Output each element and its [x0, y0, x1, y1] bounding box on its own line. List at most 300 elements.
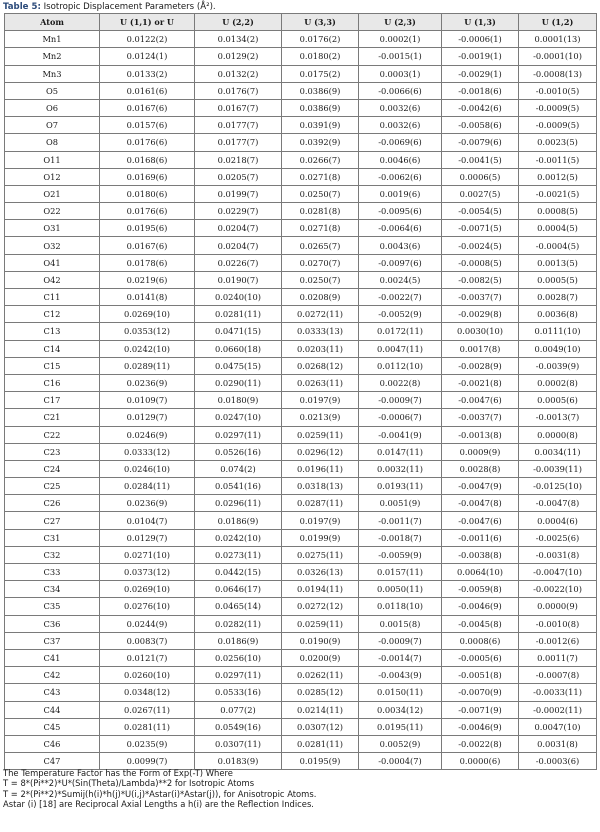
value-cell: 0.0104(7) [100, 512, 195, 529]
value-cell: 0.0052(9) [359, 735, 442, 752]
atom-cell: O6 [5, 99, 100, 116]
value-cell: -0.0082(5) [442, 271, 519, 288]
value-cell: 0.0218(7) [195, 151, 282, 168]
value-cell: 0.0297(11) [195, 667, 282, 684]
value-cell: 0.0046(6) [359, 151, 442, 168]
value-cell: 0.0176(6) [100, 203, 195, 220]
value-cell: -0.0021(8) [442, 374, 519, 391]
value-cell: -0.0018(7) [359, 529, 442, 546]
value-cell: 0.0256(10) [195, 649, 282, 666]
table-row [5, 151, 597, 168]
value-cell: -0.0007(8) [519, 667, 597, 684]
value-cell: 0.0297(11) [195, 426, 282, 443]
value-cell: -0.0095(6) [359, 203, 442, 220]
value-cell: -0.0011(5) [519, 151, 597, 168]
value-cell: 0.0646(17) [195, 581, 282, 598]
value-cell: 0.0348(12) [100, 684, 195, 701]
value-cell: 0.077(2) [195, 701, 282, 718]
value-cell: 0.0134(2) [195, 31, 282, 48]
value-cell: 0.0269(10) [100, 306, 195, 323]
value-cell: 0.0386(9) [282, 99, 359, 116]
table-row [5, 615, 597, 632]
value-cell: -0.0070(9) [442, 684, 519, 701]
value-cell: 0.0129(7) [100, 409, 195, 426]
value-cell: -0.0004(5) [519, 237, 597, 254]
value-cell: 0.0196(11) [282, 460, 359, 477]
value-cell: 0.0353(12) [100, 323, 195, 340]
table-row [5, 289, 597, 306]
table-row [5, 82, 597, 99]
value-cell: 0.0549(16) [195, 718, 282, 735]
value-cell: 0.0235(9) [100, 735, 195, 752]
value-cell: -0.0079(6) [442, 134, 519, 151]
value-cell: -0.0004(7) [359, 753, 442, 770]
table-row [5, 323, 597, 340]
note-line: The Temperature Factor has the Form of Exp(-T) Where [3, 768, 233, 778]
value-cell: -0.0033(11) [519, 684, 597, 701]
table-row [5, 718, 597, 735]
value-cell: -0.0047(8) [519, 495, 597, 512]
value-cell: 0.0002(8) [519, 374, 597, 391]
value-cell: 0.0442(15) [195, 564, 282, 581]
value-cell: 0.0176(2) [282, 31, 359, 48]
value-cell: -0.0062(6) [359, 168, 442, 185]
value-cell: 0.0005(6) [519, 392, 597, 409]
value-cell: -0.0025(6) [519, 529, 597, 546]
table-body [5, 31, 597, 770]
atom-cell: C37 [5, 632, 100, 649]
table-caption [3, 2, 216, 13]
value-cell: 0.0003(1) [359, 65, 442, 82]
value-cell: 0.0271(10) [100, 546, 195, 563]
table-row [5, 185, 597, 202]
atom-cell: C42 [5, 667, 100, 684]
value-cell: 0.0190(7) [195, 271, 282, 288]
table-row [5, 357, 597, 374]
atom-cell: O7 [5, 117, 100, 134]
value-cell: 0.0195(9) [282, 753, 359, 770]
value-cell: 0.0167(6) [100, 99, 195, 116]
value-cell: 0.0270(7) [282, 254, 359, 271]
atom-cell: C13 [5, 323, 100, 340]
value-cell: 0.0259(11) [282, 426, 359, 443]
value-cell: 0.0124(1) [100, 48, 195, 65]
value-cell: 0.0307(11) [195, 735, 282, 752]
value-cell: -0.0047(8) [442, 495, 519, 512]
value-cell: 0.0168(6) [100, 151, 195, 168]
atom-cell: O5 [5, 82, 100, 99]
value-cell: -0.0039(11) [519, 460, 597, 477]
value-cell: -0.0022(7) [359, 289, 442, 306]
value-cell: 0.0296(12) [282, 443, 359, 460]
atom-cell: C43 [5, 684, 100, 701]
value-cell: 0.0262(11) [282, 667, 359, 684]
header-u12: U (1,2) [519, 14, 597, 31]
value-cell: -0.0066(6) [359, 82, 442, 99]
value-cell: 0.0373(12) [100, 564, 195, 581]
value-cell: -0.0043(9) [359, 667, 442, 684]
value-cell: 0.0186(9) [195, 632, 282, 649]
caption-label: Table 5: [3, 2, 41, 12]
table-row [5, 409, 597, 426]
value-cell: -0.0037(7) [442, 289, 519, 306]
value-cell: 0.0194(11) [282, 581, 359, 598]
table-row [5, 117, 597, 134]
value-cell: -0.0013(8) [442, 426, 519, 443]
value-cell: -0.0045(8) [442, 615, 519, 632]
value-cell: 0.0285(12) [282, 684, 359, 701]
value-cell: 0.0118(10) [359, 598, 442, 615]
value-cell: -0.0051(8) [442, 667, 519, 684]
value-cell: -0.0010(8) [519, 615, 597, 632]
table-row [5, 203, 597, 220]
value-cell: -0.0010(5) [519, 82, 597, 99]
atom-cell: C31 [5, 529, 100, 546]
value-cell: 0.0032(6) [359, 99, 442, 116]
value-cell: 0.0109(7) [100, 392, 195, 409]
value-cell: 0.0012(5) [519, 168, 597, 185]
value-cell: -0.0022(8) [442, 735, 519, 752]
value-cell: 0.0157(6) [100, 117, 195, 134]
value-cell: 0.0180(9) [195, 392, 282, 409]
value-cell: 0.0193(11) [359, 478, 442, 495]
value-cell: 0.0333(12) [100, 443, 195, 460]
value-cell: 0.0024(5) [359, 271, 442, 288]
table-row [5, 48, 597, 65]
value-cell: 0.0271(8) [282, 168, 359, 185]
table-row [5, 649, 597, 666]
value-cell: 0.0275(11) [282, 546, 359, 563]
atom-cell: C23 [5, 443, 100, 460]
atom-cell: C14 [5, 340, 100, 357]
table-row [5, 340, 597, 357]
value-cell: 0.0242(10) [100, 340, 195, 357]
value-cell: 0.0015(8) [359, 615, 442, 632]
atom-cell: O12 [5, 168, 100, 185]
value-cell: -0.0012(6) [519, 632, 597, 649]
value-cell: 0.0265(7) [282, 237, 359, 254]
value-cell: 0.0150(11) [359, 684, 442, 701]
value-cell: 0.0284(11) [100, 478, 195, 495]
value-cell: -0.0029(1) [442, 65, 519, 82]
table-row [5, 512, 597, 529]
value-cell: 0.0009(9) [442, 443, 519, 460]
value-cell: 0.0281(8) [282, 203, 359, 220]
table-row [5, 426, 597, 443]
value-cell: 0.0186(9) [195, 512, 282, 529]
value-cell: 0.0269(10) [100, 581, 195, 598]
value-cell: -0.0006(1) [442, 31, 519, 48]
value-cell: -0.0037(7) [442, 409, 519, 426]
table-row [5, 306, 597, 323]
table-row [5, 220, 597, 237]
value-cell: 0.0034(12) [359, 701, 442, 718]
value-cell: 0.0195(11) [359, 718, 442, 735]
atom-cell: C25 [5, 478, 100, 495]
value-cell: 0.0272(11) [282, 306, 359, 323]
table-row [5, 374, 597, 391]
value-cell: -0.0058(6) [442, 117, 519, 134]
value-cell: 0.0157(11) [359, 564, 442, 581]
atom-cell: O21 [5, 185, 100, 202]
value-cell: 0.0296(11) [195, 495, 282, 512]
value-cell: 0.0000(9) [519, 598, 597, 615]
value-cell: 0.0027(5) [442, 185, 519, 202]
displacement-parameters-table [4, 13, 597, 770]
value-cell: 0.0121(7) [100, 649, 195, 666]
atom-cell: O42 [5, 271, 100, 288]
table-row [5, 237, 597, 254]
value-cell: -0.0054(5) [442, 203, 519, 220]
value-cell: 0.0167(6) [100, 237, 195, 254]
table-notes [3, 768, 316, 810]
value-cell: -0.0047(6) [442, 392, 519, 409]
atom-cell: O22 [5, 203, 100, 220]
atom-cell: O11 [5, 151, 100, 168]
value-cell: 0.0049(10) [519, 340, 597, 357]
atom-cell: O41 [5, 254, 100, 271]
value-cell: 0.0260(10) [100, 667, 195, 684]
value-cell: -0.0059(9) [359, 546, 442, 563]
atom-cell: C26 [5, 495, 100, 512]
value-cell: -0.0002(11) [519, 701, 597, 718]
table-row [5, 271, 597, 288]
value-cell: 0.0050(11) [359, 581, 442, 598]
value-cell: 0.0032(11) [359, 460, 442, 477]
value-cell: -0.0006(7) [359, 409, 442, 426]
value-cell: 0.0242(10) [195, 529, 282, 546]
value-cell: 0.0133(2) [100, 65, 195, 82]
value-cell: -0.0009(5) [519, 99, 597, 116]
table-row [5, 581, 597, 598]
value-cell: 0.0141(8) [100, 289, 195, 306]
value-cell: 0.0526(16) [195, 443, 282, 460]
value-cell: 0.0386(9) [282, 82, 359, 99]
value-cell: -0.0041(5) [442, 151, 519, 168]
table-header-row [5, 14, 597, 31]
value-cell: 0.0019(6) [359, 185, 442, 202]
atom-cell: C22 [5, 426, 100, 443]
value-cell: 0.0030(10) [442, 323, 519, 340]
value-cell: -0.0046(9) [442, 598, 519, 615]
value-cell: -0.0009(7) [359, 392, 442, 409]
value-cell: 0.0197(9) [282, 392, 359, 409]
value-cell: 0.0326(13) [282, 564, 359, 581]
value-cell: 0.0122(2) [100, 31, 195, 48]
value-cell: 0.0204(7) [195, 220, 282, 237]
value-cell: -0.0015(1) [359, 48, 442, 65]
value-cell: 0.0028(8) [442, 460, 519, 477]
value-cell: 0.0132(2) [195, 65, 282, 82]
note-line: Astar (i) [18] are Reciprocal Axial Lengths a h(i) are the Reflection Indices. [3, 799, 314, 810]
value-cell: 0.0236(9) [100, 374, 195, 391]
value-cell: -0.0009(7) [359, 632, 442, 649]
value-cell: 0.0161(6) [100, 82, 195, 99]
atom-cell: C46 [5, 735, 100, 752]
atom-cell: C36 [5, 615, 100, 632]
value-cell: 0.0267(11) [100, 701, 195, 718]
table-row [5, 564, 597, 581]
value-cell: 0.0031(8) [519, 735, 597, 752]
value-cell: -0.0009(5) [519, 117, 597, 134]
value-cell: 0.0177(7) [195, 117, 282, 134]
table-row [5, 392, 597, 409]
atom-cell: C45 [5, 718, 100, 735]
value-cell: 0.0177(7) [195, 134, 282, 151]
value-cell: -0.0013(7) [519, 409, 597, 426]
value-cell: 0.0281(11) [100, 718, 195, 735]
value-cell: 0.0017(8) [442, 340, 519, 357]
value-cell: -0.0003(6) [519, 753, 597, 770]
value-cell: 0.0028(7) [519, 289, 597, 306]
value-cell: 0.0006(5) [442, 168, 519, 185]
value-cell: 0.0002(1) [359, 31, 442, 48]
value-cell: 0.0013(5) [519, 254, 597, 271]
value-cell: 0.0008(6) [442, 632, 519, 649]
value-cell: 0.0112(10) [359, 357, 442, 374]
value-cell: 0.0043(6) [359, 237, 442, 254]
header-u33: U (3,3) [282, 14, 359, 31]
value-cell: -0.0064(6) [359, 220, 442, 237]
value-cell: 0.0036(8) [519, 306, 597, 323]
value-cell: -0.0047(6) [442, 512, 519, 529]
value-cell: 0.0541(16) [195, 478, 282, 495]
value-cell: 0.0001(13) [519, 31, 597, 48]
value-cell: 0.0175(2) [282, 65, 359, 82]
value-cell: 0.0034(11) [519, 443, 597, 460]
atom-cell: C12 [5, 306, 100, 323]
value-cell: 0.0244(9) [100, 615, 195, 632]
value-cell: 0.0004(5) [519, 220, 597, 237]
table-row [5, 134, 597, 151]
value-cell: 0.0047(11) [359, 340, 442, 357]
value-cell: -0.0008(5) [442, 254, 519, 271]
atom-cell: C35 [5, 598, 100, 615]
value-cell: 0.0197(9) [282, 512, 359, 529]
value-cell: 0.0272(12) [282, 598, 359, 615]
header-u22: U (2,2) [195, 14, 282, 31]
value-cell: 0.0465(14) [195, 598, 282, 615]
value-cell: -0.0019(1) [442, 48, 519, 65]
value-cell: 0.0203(11) [282, 340, 359, 357]
value-cell: -0.0042(6) [442, 99, 519, 116]
value-cell: -0.0001(10) [519, 48, 597, 65]
value-cell: 0.0011(7) [519, 649, 597, 666]
value-cell: -0.0125(10) [519, 478, 597, 495]
value-cell: -0.0069(6) [359, 134, 442, 151]
atom-cell: C11 [5, 289, 100, 306]
value-cell: 0.0022(8) [359, 374, 442, 391]
value-cell: 0.0000(6) [442, 753, 519, 770]
atom-cell: C27 [5, 512, 100, 529]
value-cell: 0.0208(9) [282, 289, 359, 306]
value-cell: 0.0247(10) [195, 409, 282, 426]
value-cell: -0.0039(9) [519, 357, 597, 374]
value-cell: 0.0281(11) [282, 735, 359, 752]
value-cell: 0.0204(7) [195, 237, 282, 254]
value-cell: 0.0475(15) [195, 357, 282, 374]
value-cell: 0.0111(10) [519, 323, 597, 340]
value-cell: 0.0289(11) [100, 357, 195, 374]
table-row [5, 632, 597, 649]
value-cell: 0.0236(9) [100, 495, 195, 512]
value-cell: -0.0031(8) [519, 546, 597, 563]
value-cell: 0.0183(9) [195, 753, 282, 770]
atom-cell: C47 [5, 753, 100, 770]
value-cell: 0.0287(11) [282, 495, 359, 512]
table-row [5, 168, 597, 185]
atom-cell: Mn2 [5, 48, 100, 65]
note-line: T = 2*(Pi**2)*Sumij(h(i)*h(j)*U(i,j)*Astar(i)*Astar(j)), for Anisotropic Atoms. [3, 788, 317, 799]
value-cell: -0.0011(7) [359, 512, 442, 529]
table-row [5, 254, 597, 271]
atom-cell: O8 [5, 134, 100, 151]
value-cell: 0.0246(10) [100, 460, 195, 477]
atom-cell: C44 [5, 701, 100, 718]
value-cell: -0.0038(8) [442, 546, 519, 563]
value-cell: 0.0282(11) [195, 615, 282, 632]
value-cell: -0.0059(8) [442, 581, 519, 598]
table-row [5, 443, 597, 460]
table-row [5, 99, 597, 116]
value-cell: 0.0273(11) [195, 546, 282, 563]
value-cell: 0.0263(11) [282, 374, 359, 391]
value-cell: 0.0190(9) [282, 632, 359, 649]
value-cell: 0.0246(9) [100, 426, 195, 443]
value-cell: -0.0052(9) [359, 306, 442, 323]
value-cell: 0.0266(7) [282, 151, 359, 168]
value-cell: 0.0169(6) [100, 168, 195, 185]
value-cell: -0.0008(13) [519, 65, 597, 82]
atom-cell: C24 [5, 460, 100, 477]
value-cell: 0.0533(16) [195, 684, 282, 701]
atom-cell: O31 [5, 220, 100, 237]
atom-cell: C34 [5, 581, 100, 598]
value-cell: -0.0047(9) [442, 478, 519, 495]
value-cell: 0.0180(2) [282, 48, 359, 65]
value-cell: 0.0129(2) [195, 48, 282, 65]
value-cell: 0.0047(10) [519, 718, 597, 735]
value-cell: 0.0205(7) [195, 168, 282, 185]
value-cell: 0.0005(5) [519, 271, 597, 288]
value-cell: 0.0250(7) [282, 271, 359, 288]
value-cell: 0.0064(10) [442, 564, 519, 581]
value-cell: 0.0392(9) [282, 134, 359, 151]
value-cell: 0.0271(8) [282, 220, 359, 237]
value-cell: -0.0011(6) [442, 529, 519, 546]
value-cell: 0.0172(11) [359, 323, 442, 340]
value-cell: 0.0176(7) [195, 82, 282, 99]
value-cell: 0.0240(10) [195, 289, 282, 306]
table-row [5, 684, 597, 701]
value-cell: 0.0023(5) [519, 134, 597, 151]
value-cell: 0.0167(7) [195, 99, 282, 116]
value-cell: 0.0333(13) [282, 323, 359, 340]
value-cell: 0.0051(9) [359, 495, 442, 512]
value-cell: 0.0307(12) [282, 718, 359, 735]
atom-cell: C16 [5, 374, 100, 391]
value-cell: 0.0004(6) [519, 512, 597, 529]
note-line: T = 8*(Pi**2)*U*(Sin(Theta)/Lambda)**2 for Isotropic Atoms [3, 778, 255, 789]
value-cell: 0.0318(13) [282, 478, 359, 495]
value-cell: 0.0290(11) [195, 374, 282, 391]
table-row [5, 529, 597, 546]
atom-cell: C32 [5, 546, 100, 563]
atom-cell: Mn3 [5, 65, 100, 82]
value-cell: -0.0014(7) [359, 649, 442, 666]
table-row [5, 478, 597, 495]
value-cell: -0.0041(9) [359, 426, 442, 443]
